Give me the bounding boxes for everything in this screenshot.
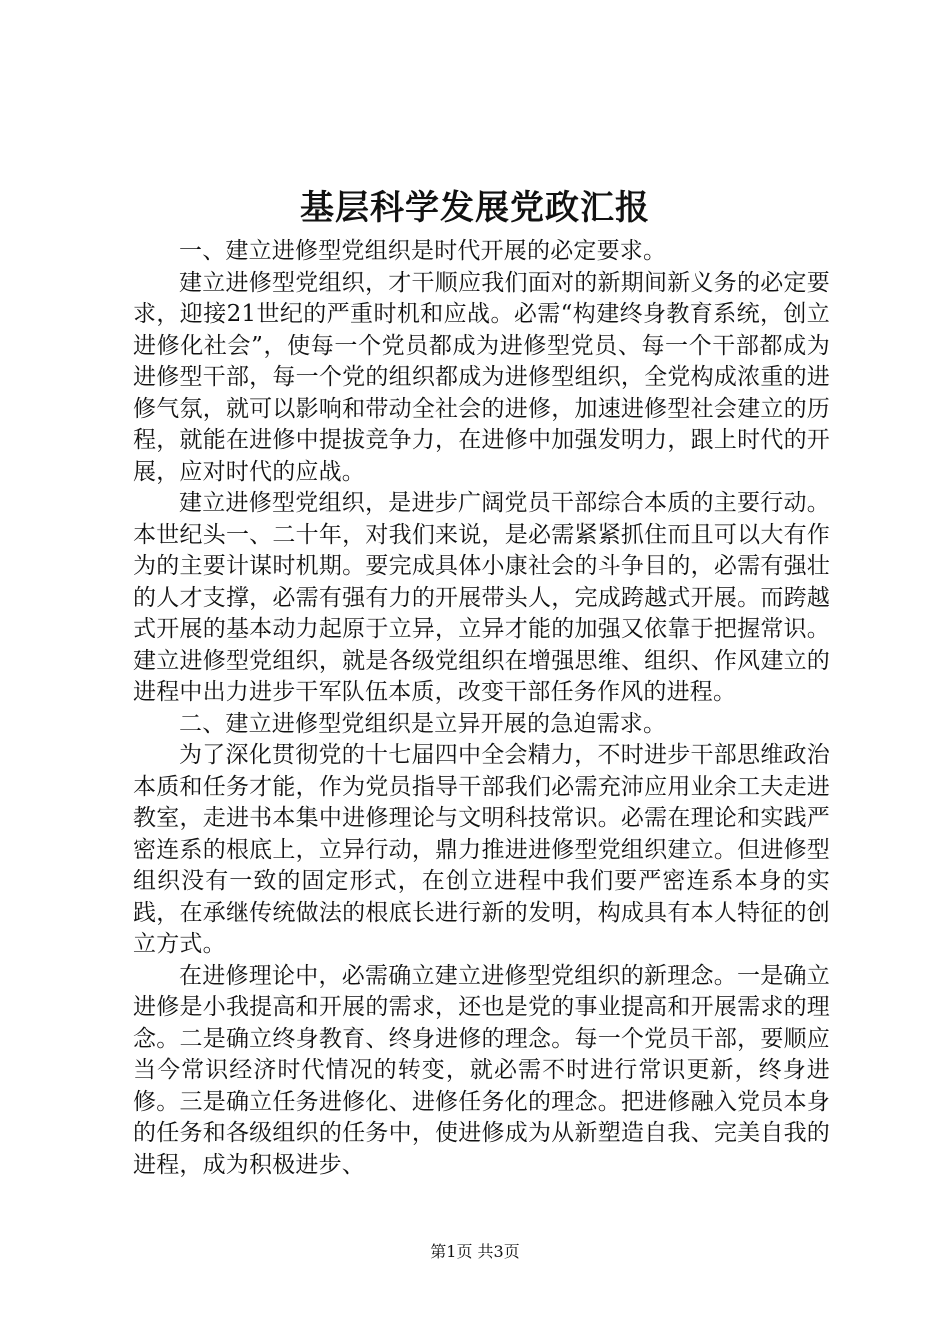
document-title: 基层科学发展党政汇报 [300, 188, 650, 228]
page-footer: 第1页 共3页 [430, 1242, 520, 1261]
body-paragraph: 建立进修型党组织，才干顺应我们面对的新期间新义务的必定要求，迎接21世纪的严重时机和应战。必需“构建终身教育系统，创立进修化社会”，使每一个党员都成为进修型党员、每一个干部都成为进修型干部，每一个党的组织都成为进修型组织，全党构成浓重的进修气氛，就可以影响和带动全社会的进修，加速进修型社会建立的历程，就能在进修中提拔竞争力，在进修中加强发明力，跟上时代的开展，应对时代的应战。 [133, 269, 830, 485]
section-heading-2: 二、建立进修型党组织是立异开展的急迫需求。 [179, 710, 667, 737]
body-paragraph: 在进修理论中，必需确立建立进修型党组织的新理念。一是确立进修是小我提高和开展的需求，还也是党的事业提高和开展需求的理念。二是确立终身教育、终身进修的理念。每一个党员干部，要顺应当今常识经济时代情况的转变，就必需不时进行常识更新，终身进修。三是确立任务进修化、进修任务化的理念。把进修融入党员本身的任务和各级组织的任务中，使进修成为从新塑造自我、完美自我的进程，成为积极进步、 [133, 962, 830, 1178]
body-paragraph: 建立进修型党组织，是进步广阔党员干部综合本质的主要行动。本世纪头一、二十年，对我们来说，是必需紧紧抓住而且可以大有作为的主要计谋时机期。要完成具体小康社会的斗争目的，必需有强壮的人才支撑，必需有强有力的开展带头人，完成跨越式开展。而跨越式开展的基本动力起原于立异，立异才能的加强又依靠于把握常识。建立进修型党组织，就是各级党组织在增强思维、组织、作风建立的进程中出力进步干军队伍本质，改变干部任务作风的进程。 [133, 490, 830, 705]
document-body [133, 236, 830, 1181]
section-heading-1: 一、建立进修型党组织是时代开展的必定要求。 [179, 238, 667, 264]
body-paragraph: 为了深化贯彻党的十七届四中全会精力，不时进步干部思维政治本质和任务才能，作为党员指导干部我们必需充沛应用业余工夫走进教室，走进书本集中进修理论与文明科技常识。必需在理论和实践严密连系的根底上，立异行动，鼎力推进进修型党组织建立。但进修型组织没有一致的固定形式，在创立进程中我们要严密连系本身的实践，在承继传统做法的根底长进行新的发明，构成具有本人特征的创立方式。 [133, 742, 830, 957]
